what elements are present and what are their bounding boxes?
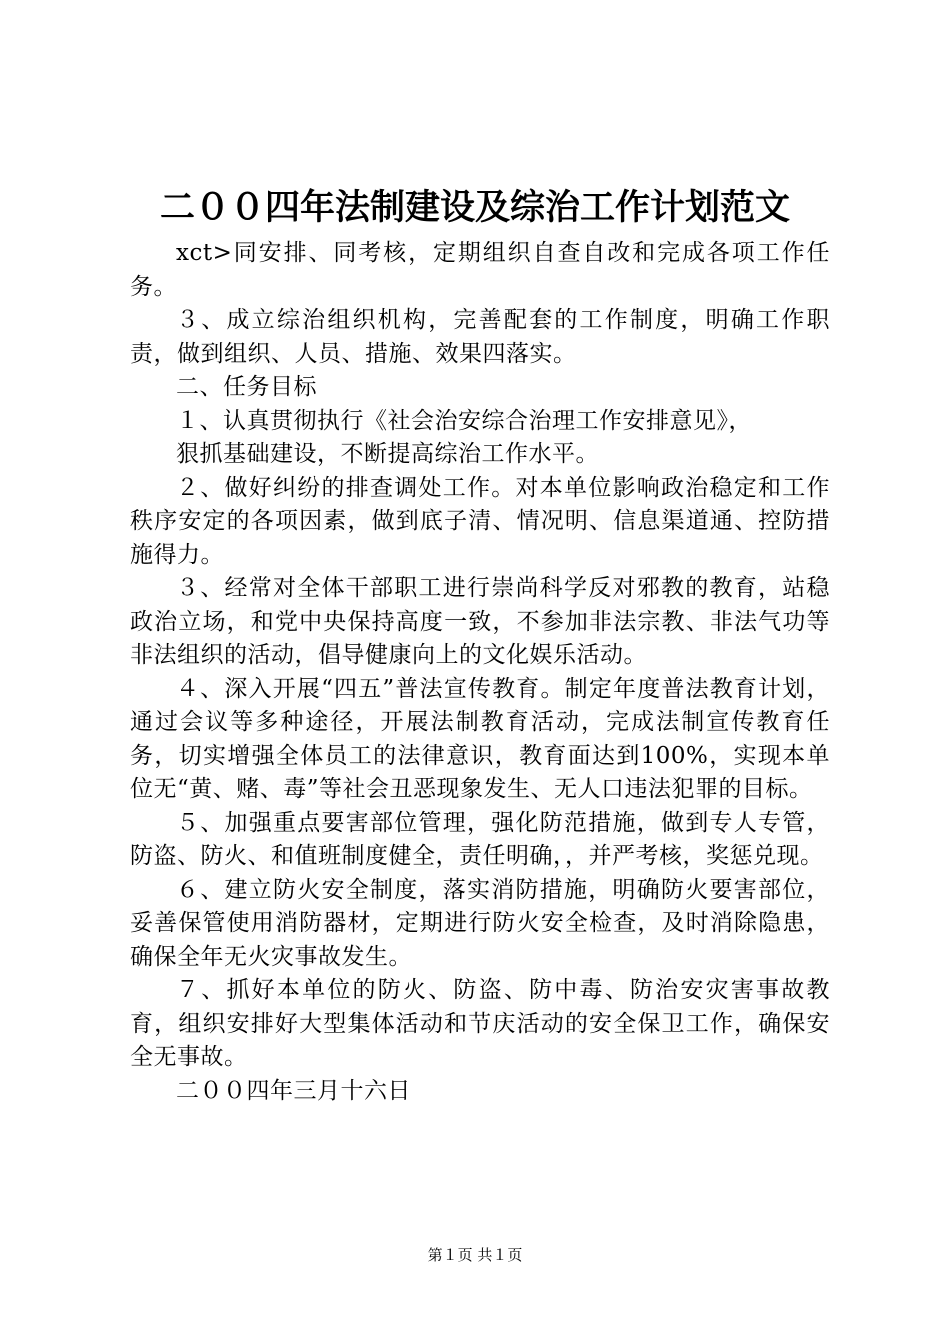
paragraph-goal-3: ３、经常对全体干部职工进行崇尚科学反对邪教的教育，站稳政治立场，和党中央保持高度一致，不参加非法宗教、非法气功等非法组织的活动，倡导健康向上的文化娱乐活动。 <box>130 575 830 668</box>
paragraph-goal-6: ６、建立防火安全制度，落实消防措施，明确防火要害部位，妥善保管使用消防器材，定期进行防火安全检查，及时消除隐患，确保全年无火灾事故发生。 <box>130 876 830 970</box>
document-date: 二００四年三月十六日 <box>176 1077 411 1104</box>
document-title: 二００四年法制建设及综治工作计划范文 <box>159 187 790 228</box>
paragraph-goal-2: ２、做好纠纷的排查调处工作。对本单位影响政治稳定和工作秩序安定的各项因素，做到底子清、情况明、信息渠道通、控防措施得力。 <box>130 474 830 568</box>
paragraph-item-3-organization: ３、成立综治组织机构，完善配套的工作制度，明确工作职责，做到组织、人员、措施、效果四落实。 <box>130 307 830 367</box>
paragraph-goal-4: ４、深入开展“四五”普法宣传教育。制定年度普法教育计划，通过会议等多种途径，开展法制教育活动，完成法制宣传教育任务，切实增强全体员工的法律意识，教育面达到100%，实现本单位无“黄、赌、毒”等社会丑恶现象发生、无人口违法犯罪的目标。 <box>130 675 830 802</box>
paragraph-goal-1-continued: 狠抓基础建设，不断提高综治工作水平。 <box>176 441 599 467</box>
paragraph-goal-5: ５、加强重点要害部位管理，强化防范措施，做到专人专管，防盗、防火、和值班制度健全，责任明确，，并严考核，奖惩兑现。 <box>130 809 830 869</box>
page-footer: 第１页 共１页 <box>427 1246 523 1264</box>
document-body <box>130 237 830 1108</box>
paragraph-goal-1: １、认真贯彻执行《社会治安综合治理工作安排意见》， <box>176 407 752 434</box>
section-heading-task-goals: 二、任务目标 <box>176 374 317 400</box>
paragraph-goal-7: ７、抓好本单位的防火、防盗、防中毒、防治安灾害事故教育，组织安排好大型集体活动和节庆活动的安全保卫工作，确保安全无事故。 <box>130 977 830 1070</box>
paragraph-continuation: xct>同安排、同考核，定期组织自查自改和完成各项工作任务。 <box>130 240 830 300</box>
